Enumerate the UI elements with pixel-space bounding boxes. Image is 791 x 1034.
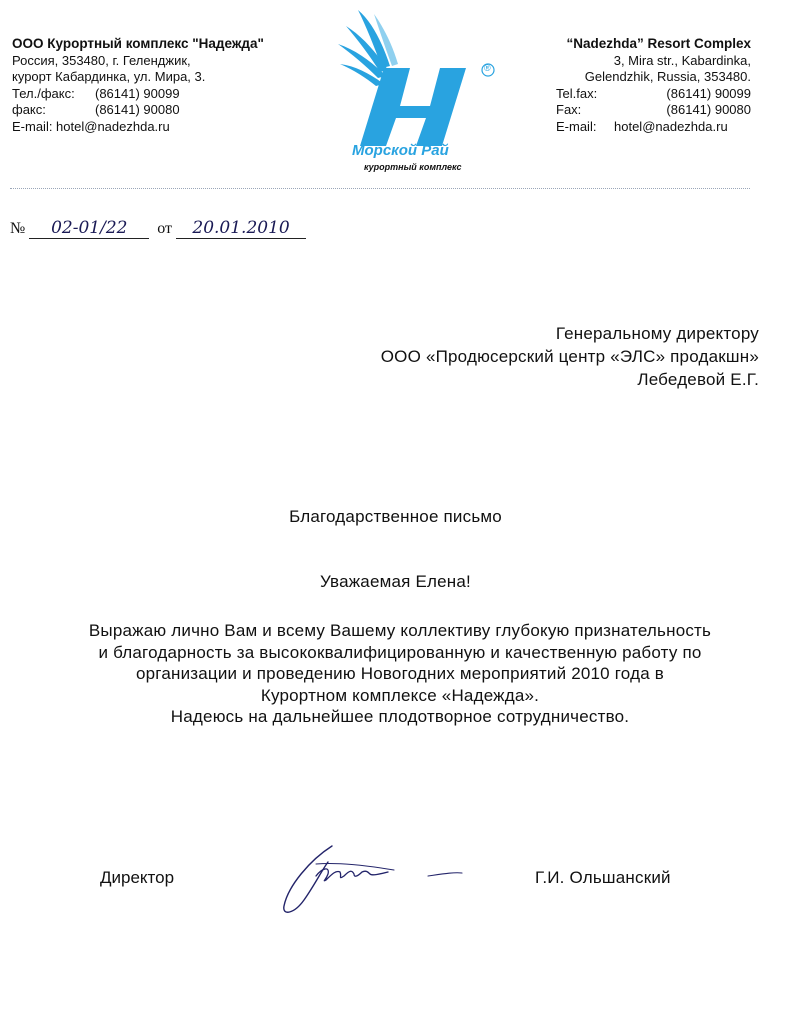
body-line: Выражаю лично Вам и всему Вашему коллективу глубокую признательность <box>88 621 712 640</box>
number-value: 02-01/22 <box>29 218 149 239</box>
email-line: E-mail: hotel@nadezhda.ru <box>12 118 170 134</box>
date-value: 20.01.2010 <box>176 218 306 239</box>
address-line-1: Россия, 353480, г. Геленджик, <box>12 52 191 68</box>
header-divider <box>10 188 750 189</box>
email-value-en: hotel@nadezhda.ru <box>614 118 728 134</box>
recipient-name: Лебедевой Е.Г. <box>637 370 759 389</box>
tel-label-en: Tel.fax: <box>556 85 598 101</box>
registered-mark: ® <box>484 63 491 73</box>
logo-name: Морской Рай <box>352 142 449 159</box>
tel-row-en <box>556 86 751 103</box>
address-line-en-1: 3, Mira str., Kabardinka, <box>613 52 751 68</box>
body-line: Курортном комплексе «Надежда». <box>260 685 540 705</box>
recipient-company: ООО «Продюсерский центр «ЭЛС» продакшн» <box>380 347 759 366</box>
signer-name: Г.И. Ольшанский <box>535 868 671 887</box>
number-label: № <box>10 220 26 237</box>
signer-position: Директор <box>100 868 175 887</box>
recipient-block <box>381 322 759 391</box>
resort-logo <box>338 6 500 178</box>
email-label-en: E-mail: <box>556 118 597 134</box>
fax-row-en <box>556 102 751 119</box>
salutation: Уважаемая Елена! <box>320 572 471 591</box>
company-name-en: “Nadezhda” Resort Complex <box>566 36 751 51</box>
fax-value: (86141) 90080 <box>95 102 180 117</box>
fax-value-en: (86141) 90080 <box>666 102 751 117</box>
address-line-2: курорт Кабардинка, ул. Мира, 3. <box>12 69 206 84</box>
body-line: организации и проведению Новогодних мероприятий 2010 года в <box>135 664 665 683</box>
date-label: от <box>157 220 173 237</box>
letterhead-right <box>556 36 751 135</box>
address-line-en-2: Gelendzhik, Russia, 353480. <box>584 69 751 84</box>
handwritten-signature <box>270 840 470 920</box>
fax-label-en: Fax: <box>556 102 582 117</box>
signature-icon <box>270 840 470 920</box>
letter-body <box>20 620 780 728</box>
letter-title: Благодарственное письмо <box>289 507 502 526</box>
body-line: и благодарность за высококвалифицированную и качественную работу по <box>98 642 702 662</box>
company-name-ru: ООО Курортный комплекс "Надежда" <box>12 36 264 51</box>
reference-line <box>10 218 306 239</box>
recipient-position: Генеральному директору <box>555 324 759 343</box>
phone-label: Тел./факс: <box>12 85 75 101</box>
phone-row <box>12 86 264 103</box>
tel-value-en: (86141) 90099 <box>666 85 751 101</box>
logo-tagline: курортный комплекс <box>364 162 462 172</box>
body-line: Надеюсь на дальнейшее плодотворное сотрудничество. <box>170 707 630 726</box>
letterhead-left <box>12 36 264 135</box>
fax-row <box>12 102 264 119</box>
phone-value: (86141) 90099 <box>95 85 180 101</box>
fax-label: факс: <box>12 102 46 117</box>
email-row-en <box>556 119 751 136</box>
